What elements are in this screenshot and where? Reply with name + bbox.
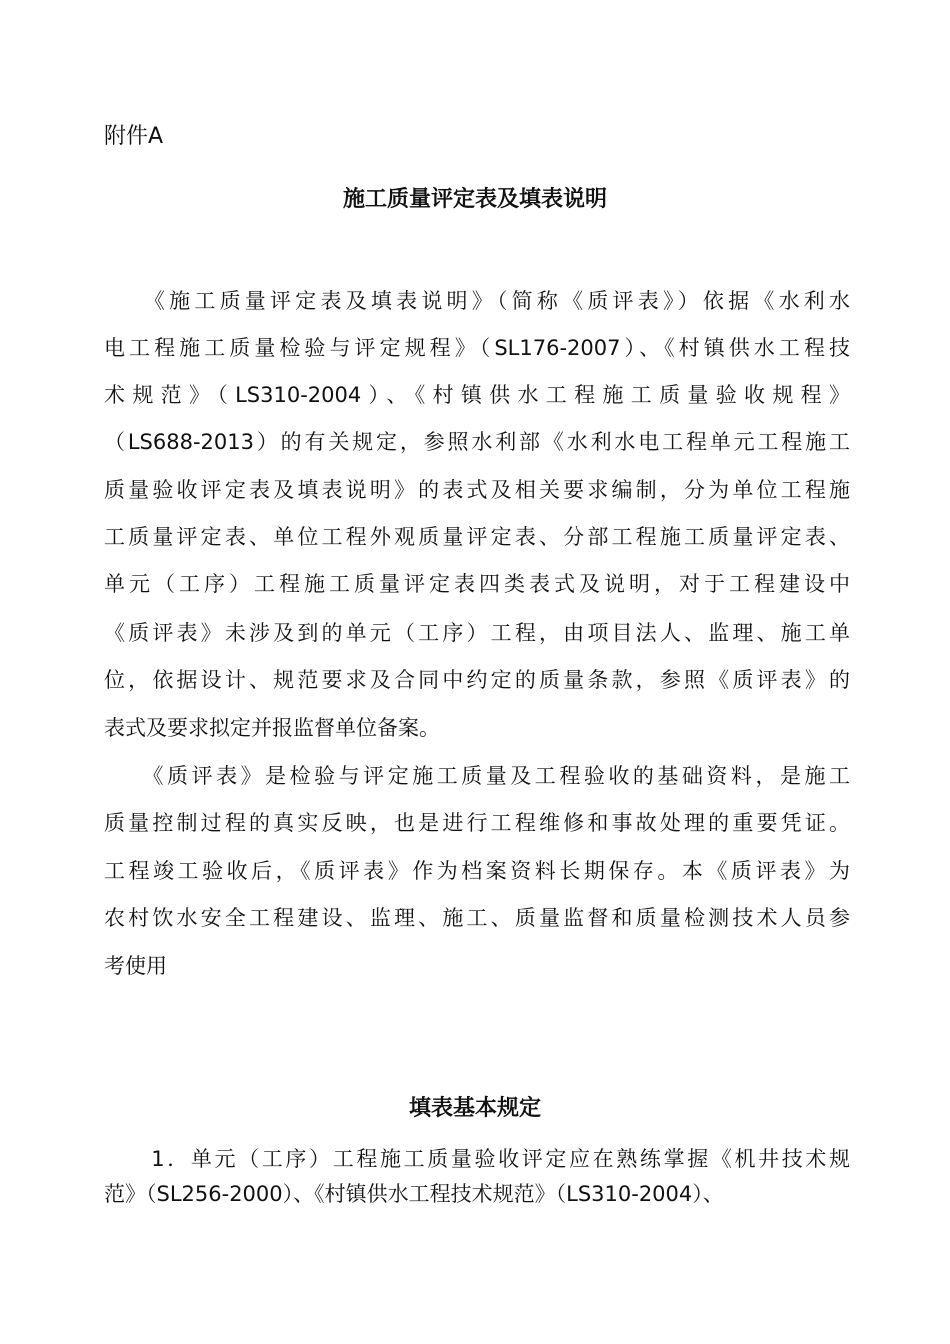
text-line: 位，依据设计、规范要求及合同中约定的质量条款，参照《质评表》的 (104, 668, 850, 692)
text-line: 单元（工序）工程施工质量评定表四类表式及说明，对于工程建设中 (104, 572, 850, 596)
document-title: 施工质量评定表及填表说明 (342, 187, 607, 212)
text-line: 质量验收评定表及填表说明》的表式及相关要求编制，分为单位工程施 (104, 478, 850, 502)
text-line: 表式及要求拟定并报监督单位备案。 (104, 716, 440, 740)
text-line: 《质评表》未涉及到的单元（工序）工程，由项目法人、监理、施工单 (104, 621, 850, 645)
text-line: 工程竣工验收后，《质评表》作为档案资料长期保存。本《质评表》为 (104, 859, 850, 883)
text-line: 电工程施工质量检验与评定规程》（SL176-2007）、《村镇供水工程技 (104, 336, 850, 360)
text-line: 质量控制过程的真实反映，也是进行工程维修和事故处理的重要凭证。 (104, 811, 850, 835)
annex-label: 附件A (104, 124, 164, 149)
text-line: 范》（SL256-2000）、《村镇供水工程技术规范》（LS310-2004）、 (104, 1182, 724, 1206)
text-line: （LS688-2013）的有关规定，参照水利部《水利水电工程单元工程施工 (104, 430, 850, 454)
text-line: 工质量评定表、单位工程外观质量评定表、分部工程施工质量评定表、 (104, 525, 850, 549)
text-line: 《质评表》是检验与评定施工质量及工程验收的基础资料，是施工 (104, 764, 850, 788)
text-line: 考使用 (104, 954, 167, 978)
text-line: 术规范》（LS310-2004）、《村镇供水工程施工质量验收规程》 (104, 383, 850, 407)
section-title: 填表基本规定 (408, 1096, 541, 1121)
text-line: 农村饮水安全工程建设、监理、施工、质量监督和质量检测技术人员参 (104, 906, 850, 930)
text-line: 1．单元（工序）工程施工质量验收评定应在熟练掌握《机井技术规 (104, 1147, 850, 1171)
text-line: 《施工质量评定表及填表说明》（简称《质评表》）依据《水利水 (104, 289, 850, 313)
